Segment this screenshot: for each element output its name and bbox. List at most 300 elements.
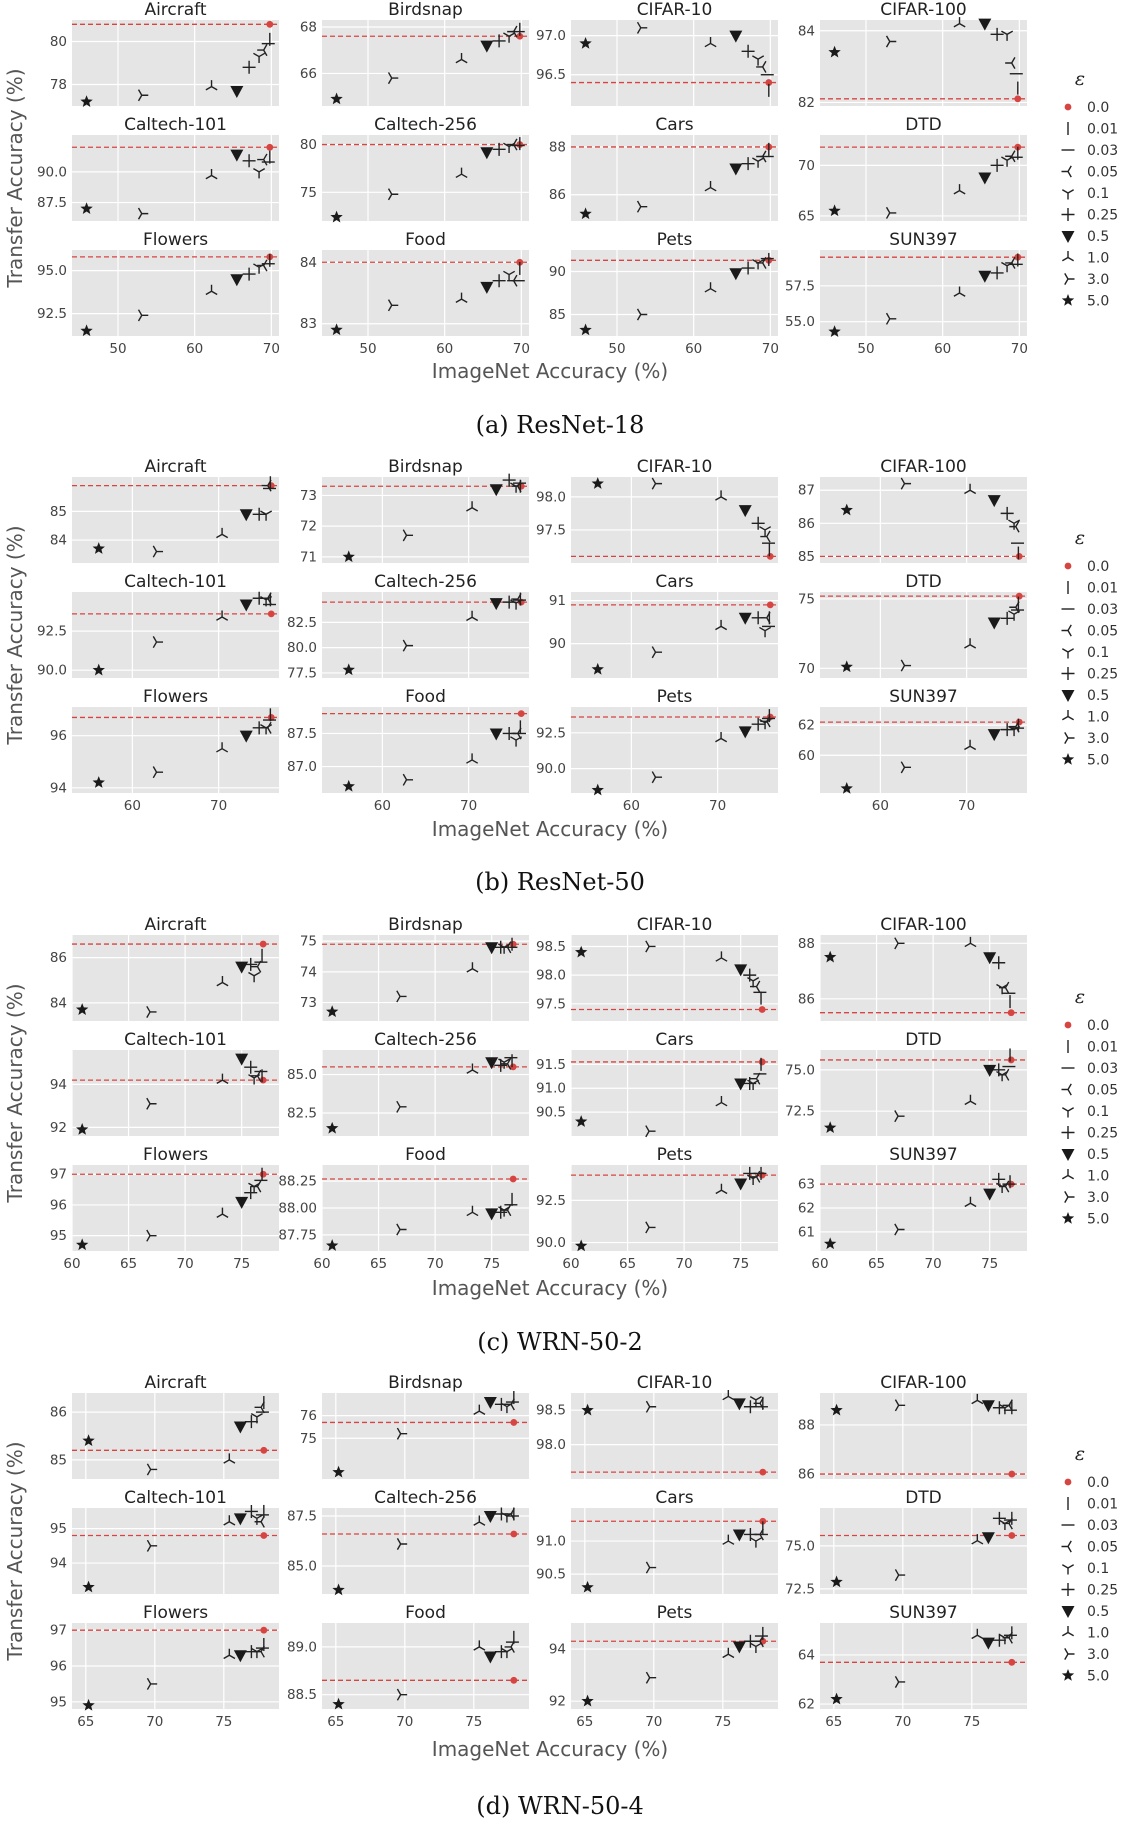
plot-background bbox=[72, 20, 279, 106]
legend-label: 0.5 bbox=[1087, 1604, 1110, 1620]
legend-filled-triangle-down-icon bbox=[1062, 690, 1075, 702]
x-tick-label: 70 bbox=[460, 798, 478, 814]
point-red-dot-icon bbox=[260, 1627, 267, 1634]
legend-label: 0.25 bbox=[1087, 666, 1119, 683]
legend-title: ε bbox=[1074, 986, 1086, 1008]
x-tick-label: 70 bbox=[924, 1256, 942, 1272]
subplot-sun397 bbox=[785, 230, 1028, 357]
legend-filled-triangle-down-icon bbox=[1062, 231, 1075, 243]
y-tick-label: 91.0 bbox=[535, 1080, 566, 1097]
legend-label: 5.0 bbox=[1087, 1668, 1110, 1685]
subplot-title: CIFAR-100 bbox=[880, 457, 967, 477]
x-tick-label: 75 bbox=[963, 1714, 981, 1730]
y-tick-label: 87.5 bbox=[36, 195, 67, 212]
subplot-title: SUN397 bbox=[889, 1145, 958, 1165]
plot-background bbox=[72, 135, 279, 221]
subplot-title: Food bbox=[405, 687, 446, 707]
legend-label: 3.0 bbox=[1087, 272, 1110, 288]
legend-label: 1.0 bbox=[1087, 250, 1110, 267]
y-tick-label: 98.0 bbox=[535, 967, 566, 984]
y-tick-label: 96 bbox=[49, 1197, 67, 1214]
legend-label: 0.0 bbox=[1087, 100, 1110, 116]
legend-tri-right-icon bbox=[1065, 1191, 1075, 1202]
y-tick-label: 96 bbox=[49, 728, 67, 745]
x-tick-label: 65 bbox=[576, 1714, 594, 1730]
subplot-dtd bbox=[798, 572, 1027, 678]
plot-background bbox=[820, 250, 1027, 336]
subplot-title: Cars bbox=[655, 1488, 694, 1508]
y-tick-label: 96.5 bbox=[535, 67, 566, 84]
point-red-dot-icon bbox=[510, 1419, 517, 1426]
y-tick-label: 77.5 bbox=[286, 665, 317, 682]
subplot-cifar-100 bbox=[798, 915, 1027, 1021]
subplot-title: Birdsnap bbox=[388, 457, 463, 477]
subplot-title: CIFAR-100 bbox=[880, 0, 967, 20]
subplot-sun397 bbox=[798, 687, 1027, 814]
x-tick-label: 60 bbox=[436, 341, 454, 357]
legend-tri-down-icon bbox=[1062, 190, 1073, 200]
x-axis-label: ImageNet Accuracy (%) bbox=[431, 359, 669, 383]
plot-background bbox=[322, 1050, 529, 1136]
y-tick-label: 75 bbox=[299, 1430, 317, 1447]
y-tick-label: 98.0 bbox=[535, 1437, 566, 1454]
point-red-dot-icon bbox=[260, 1447, 267, 1454]
subplot-pets bbox=[549, 1603, 778, 1730]
point-red-dot-icon bbox=[1008, 1057, 1015, 1064]
plot-background bbox=[322, 250, 529, 336]
y-tick-label: 87.5 bbox=[286, 1508, 317, 1525]
subplot-title: SUN397 bbox=[889, 687, 958, 707]
legend-star-icon bbox=[1062, 1212, 1074, 1224]
x-tick-label: 75 bbox=[483, 1256, 501, 1272]
y-tick-label: 80.0 bbox=[286, 640, 317, 657]
subplot-title: SUN397 bbox=[889, 1603, 958, 1623]
legend-plus-icon bbox=[1062, 1126, 1075, 1139]
subplot-food bbox=[287, 687, 529, 814]
x-tick-label: 70 bbox=[176, 1256, 194, 1272]
legend-tri-left-icon bbox=[1062, 625, 1072, 636]
x-axis-label: ImageNet Accuracy (%) bbox=[431, 817, 669, 841]
legend-label: 0.25 bbox=[1087, 1582, 1119, 1599]
x-tick-label: 70 bbox=[512, 341, 530, 357]
subplot-cifar-10 bbox=[536, 915, 778, 1021]
y-tick-label: 90.0 bbox=[36, 164, 67, 181]
x-tick-label: 60 bbox=[871, 798, 889, 814]
y-axis-label: Transfer Accuracy (%) bbox=[3, 983, 27, 1203]
subplot-title: DTD bbox=[905, 1030, 942, 1050]
plot-background bbox=[571, 1165, 778, 1251]
point-red-dot-icon bbox=[759, 1059, 766, 1066]
subplot-title: Aircraft bbox=[144, 915, 207, 935]
legend-label: 1.0 bbox=[1087, 1168, 1110, 1185]
x-tick-label: 60 bbox=[373, 798, 391, 814]
plot-background bbox=[820, 1508, 1027, 1594]
subplot-title: Caltech-101 bbox=[124, 115, 227, 135]
y-tick-label: 90.5 bbox=[535, 1566, 566, 1583]
subplot-title: Aircraft bbox=[144, 1373, 207, 1393]
legend-label: 1.0 bbox=[1087, 709, 1110, 726]
plot-background bbox=[72, 250, 279, 336]
plot-background bbox=[820, 20, 1027, 106]
plot-background bbox=[571, 250, 778, 336]
legend-label: 5.0 bbox=[1087, 752, 1110, 769]
subplot-caltech-256 bbox=[287, 1488, 529, 1595]
y-tick-label: 63 bbox=[797, 1176, 815, 1193]
legend-label: 3.0 bbox=[1087, 1190, 1110, 1206]
point-red-dot-icon bbox=[1008, 1659, 1015, 1666]
subplot-title: Food bbox=[405, 230, 446, 250]
x-tick-label: 65 bbox=[77, 1714, 95, 1730]
x-tick-label: 70 bbox=[146, 1714, 164, 1730]
subplot-title: DTD bbox=[905, 1488, 942, 1508]
subplot-title: CIFAR-10 bbox=[636, 1373, 713, 1393]
y-tick-label: 57.5 bbox=[784, 278, 815, 295]
x-tick-label: 65 bbox=[327, 1714, 345, 1730]
subplot-cifar-10 bbox=[536, 0, 778, 106]
legend-label: 0.25 bbox=[1087, 1125, 1119, 1142]
subplot-cars bbox=[536, 1030, 778, 1137]
y-tick-label: 90.0 bbox=[535, 761, 566, 778]
y-tick-label: 96 bbox=[49, 1658, 67, 1675]
y-tick-label: 62 bbox=[797, 1200, 815, 1217]
plot-background bbox=[820, 707, 1027, 793]
point-red-dot-icon bbox=[1016, 553, 1023, 560]
y-tick-label: 62 bbox=[797, 717, 815, 734]
legend-label: 0.01 bbox=[1087, 1039, 1119, 1056]
y-tick-label: 88.25 bbox=[278, 1173, 317, 1190]
point-red-dot-icon bbox=[1008, 1532, 1015, 1539]
y-tick-label: 82.5 bbox=[286, 614, 317, 631]
y-tick-label: 76 bbox=[299, 1408, 317, 1425]
x-tick-label: 60 bbox=[63, 1256, 81, 1272]
plot-background bbox=[571, 1623, 778, 1709]
y-tick-label: 92.5 bbox=[36, 306, 67, 323]
x-tick-label: 50 bbox=[608, 341, 626, 357]
y-tick-label: 85 bbox=[49, 1452, 67, 1469]
y-tick-label: 86 bbox=[49, 1404, 67, 1421]
y-tick-label: 60 bbox=[797, 747, 815, 764]
figure-caption: (b) ResNet-50 bbox=[475, 868, 645, 896]
subplot-pets bbox=[536, 687, 778, 814]
plot-background bbox=[72, 1050, 279, 1136]
subplot-title: Birdsnap bbox=[388, 0, 463, 20]
legend-label: 0.5 bbox=[1087, 1147, 1110, 1163]
plot-background bbox=[820, 1050, 1027, 1136]
x-tick-label: 70 bbox=[709, 798, 727, 814]
subplot-title: Caltech-256 bbox=[374, 572, 477, 592]
y-tick-label: 92.5 bbox=[535, 725, 566, 742]
legend-label: 0.25 bbox=[1087, 207, 1119, 224]
legend-red-dot-icon bbox=[1065, 104, 1072, 111]
legend-plus-icon bbox=[1062, 667, 1075, 680]
plot-background bbox=[322, 1508, 529, 1594]
y-tick-label: 71 bbox=[299, 549, 317, 566]
plot-background bbox=[571, 707, 778, 793]
plot-background bbox=[571, 20, 778, 106]
y-tick-label: 70 bbox=[797, 157, 815, 174]
y-tick-label: 85 bbox=[548, 307, 566, 323]
x-tick-label: 75 bbox=[981, 1256, 999, 1272]
x-tick-label: 75 bbox=[732, 1256, 750, 1272]
subplot-title: CIFAR-10 bbox=[636, 0, 713, 20]
subplot-title: SUN397 bbox=[889, 230, 958, 250]
y-tick-label: 90 bbox=[548, 264, 566, 280]
legend-red-dot-icon bbox=[1065, 563, 1072, 570]
legend-label: 0.0 bbox=[1087, 559, 1110, 575]
legend-title: ε bbox=[1074, 1443, 1086, 1465]
y-tick-label: 97 bbox=[49, 1622, 67, 1639]
point-red-dot-icon bbox=[767, 553, 774, 560]
subplot-title: Food bbox=[405, 1603, 446, 1623]
y-tick-label: 88 bbox=[548, 139, 566, 156]
subplot-caltech-101 bbox=[50, 1030, 279, 1136]
subplot-caltech-101 bbox=[37, 115, 279, 221]
y-tick-label: 84 bbox=[299, 254, 317, 271]
legend-label: 0.1 bbox=[1087, 645, 1110, 661]
y-tick-label: 75 bbox=[299, 933, 317, 950]
x-tick-label: 70 bbox=[761, 341, 779, 357]
point-red-dot-icon bbox=[510, 1531, 517, 1538]
subplot-cifar-100 bbox=[798, 0, 1027, 111]
y-tick-label: 94 bbox=[49, 1076, 67, 1093]
y-tick-label: 98.5 bbox=[535, 1402, 566, 1419]
x-tick-label: 70 bbox=[426, 1256, 444, 1272]
subplot-title: Pets bbox=[656, 687, 693, 707]
subplot-birdsnap bbox=[300, 457, 529, 565]
point-red-dot-icon bbox=[767, 602, 774, 609]
point-red-dot-icon bbox=[759, 1469, 766, 1476]
legend-label: 0.1 bbox=[1087, 1104, 1110, 1120]
x-tick-label: 70 bbox=[262, 341, 280, 357]
plot-background bbox=[571, 935, 778, 1021]
y-tick-label: 87.5 bbox=[286, 725, 317, 742]
y-tick-label: 80 bbox=[299, 137, 317, 154]
point-red-dot-icon bbox=[266, 21, 273, 28]
subplot-cars bbox=[536, 1488, 778, 1594]
legend-label: 0.0 bbox=[1087, 1018, 1110, 1034]
legend bbox=[1062, 986, 1119, 1228]
x-tick-label: 60 bbox=[186, 341, 204, 357]
x-tick-label: 50 bbox=[359, 341, 377, 357]
subplot-title: Pets bbox=[656, 1145, 693, 1165]
subplot-title: Caltech-256 bbox=[374, 1488, 477, 1508]
subplot-title: Cars bbox=[655, 1030, 694, 1050]
y-tick-label: 98.0 bbox=[535, 489, 566, 506]
y-tick-label: 84 bbox=[797, 23, 815, 40]
subplot-flowers bbox=[50, 1145, 279, 1272]
y-tick-label: 91.0 bbox=[535, 1533, 566, 1550]
plot-background bbox=[322, 1623, 529, 1709]
subplot-caltech-101 bbox=[37, 572, 279, 679]
y-tick-label: 97.0 bbox=[535, 28, 566, 45]
x-tick-label: 60 bbox=[562, 1256, 580, 1272]
point-red-dot-icon bbox=[260, 1171, 267, 1178]
legend-tri-down-icon bbox=[1062, 1565, 1073, 1575]
subplot-title: CIFAR-100 bbox=[880, 915, 967, 935]
y-tick-label: 90.5 bbox=[535, 1104, 566, 1121]
y-tick-label: 80 bbox=[49, 34, 67, 50]
plot-background bbox=[820, 1623, 1027, 1709]
point-red-dot-icon bbox=[266, 144, 273, 151]
subplot-sun397 bbox=[798, 1145, 1027, 1272]
legend-label: 0.1 bbox=[1087, 1561, 1110, 1577]
x-tick-label: 65 bbox=[618, 1256, 637, 1272]
legend-label: 3.0 bbox=[1087, 1647, 1110, 1663]
y-tick-label: 90.0 bbox=[36, 662, 67, 679]
subplot-title: DTD bbox=[905, 572, 942, 592]
y-tick-label: 91 bbox=[548, 593, 566, 610]
subplot-pets bbox=[549, 230, 779, 357]
subplot-caltech-256 bbox=[287, 572, 529, 681]
y-axis-label: Transfer Accuracy (%) bbox=[3, 1441, 27, 1661]
y-tick-label: 72.5 bbox=[784, 1581, 815, 1598]
plot-background bbox=[322, 707, 529, 793]
subplot-food bbox=[278, 1145, 529, 1272]
x-tick-label: 60 bbox=[622, 798, 640, 814]
legend-label: 0.05 bbox=[1087, 623, 1119, 640]
legend-plus-icon bbox=[1062, 208, 1075, 221]
subplot-flowers bbox=[37, 230, 280, 357]
legend-tri-up-icon bbox=[1062, 1626, 1073, 1636]
subplot-dtd bbox=[798, 115, 1027, 224]
y-tick-label: 78 bbox=[49, 77, 67, 93]
x-tick-label: 60 bbox=[685, 341, 703, 357]
y-tick-label: 86 bbox=[797, 991, 815, 1008]
y-tick-label: 75 bbox=[299, 184, 317, 201]
y-tick-label: 97 bbox=[49, 1166, 67, 1183]
subplot-title: Pets bbox=[656, 230, 693, 250]
legend-label: 3.0 bbox=[1087, 731, 1110, 747]
legend-star-icon bbox=[1062, 294, 1074, 306]
plot-background bbox=[72, 477, 279, 563]
subplot-title: Caltech-101 bbox=[124, 1030, 227, 1050]
subplot-dtd bbox=[785, 1488, 1027, 1597]
y-tick-label: 92.5 bbox=[535, 1192, 566, 1209]
subplot-birdsnap bbox=[300, 0, 529, 106]
y-tick-label: 87.75 bbox=[278, 1227, 317, 1244]
subplot-birdsnap bbox=[300, 1373, 529, 1479]
legend-tri-down-icon bbox=[1062, 1108, 1073, 1118]
legend-tri-up-icon bbox=[1062, 1169, 1073, 1179]
y-tick-label: 73 bbox=[299, 995, 317, 1012]
legend-star-icon bbox=[1062, 1669, 1074, 1681]
y-tick-label: 84 bbox=[49, 995, 67, 1012]
y-tick-label: 91.5 bbox=[535, 1056, 566, 1073]
plot-background bbox=[571, 1050, 778, 1136]
legend-label: 5.0 bbox=[1087, 1211, 1110, 1228]
y-tick-label: 94 bbox=[49, 1555, 67, 1572]
plot-background bbox=[72, 1165, 279, 1251]
legend-tri-left-icon bbox=[1062, 1084, 1072, 1095]
point-red-dot-icon bbox=[260, 941, 267, 948]
legend-filled-triangle-down-icon bbox=[1062, 1606, 1075, 1618]
x-tick-label: 50 bbox=[109, 341, 127, 357]
subplot-title: Flowers bbox=[142, 687, 209, 707]
y-tick-label: 89.0 bbox=[286, 1639, 317, 1656]
x-tick-label: 70 bbox=[675, 1256, 693, 1272]
subplot-flowers bbox=[50, 687, 279, 814]
legend-label: 0.0 bbox=[1087, 1475, 1110, 1491]
subplot-pets bbox=[536, 1145, 778, 1272]
subplot-title: DTD bbox=[905, 115, 942, 135]
subplot-aircraft bbox=[50, 0, 279, 107]
y-tick-label: 85.0 bbox=[286, 1067, 317, 1084]
y-tick-label: 94 bbox=[548, 1641, 566, 1658]
y-tick-label: 86 bbox=[797, 515, 815, 532]
legend-label: 0.05 bbox=[1087, 1539, 1119, 1556]
legend-label: 0.5 bbox=[1087, 229, 1110, 245]
y-tick-label: 84 bbox=[49, 532, 67, 549]
y-tick-label: 92 bbox=[49, 1119, 67, 1136]
plot-background bbox=[322, 135, 529, 221]
y-tick-label: 95 bbox=[49, 1228, 67, 1245]
legend-tri-left-icon bbox=[1062, 1541, 1072, 1552]
plot-background bbox=[72, 1393, 279, 1479]
subplot-caltech-256 bbox=[300, 115, 529, 222]
plot-background bbox=[571, 1508, 778, 1594]
y-tick-label: 82.5 bbox=[286, 1105, 317, 1122]
x-axis-label: ImageNet Accuracy (%) bbox=[431, 1737, 669, 1761]
legend-plus-icon bbox=[1062, 1583, 1075, 1596]
legend-label: 0.05 bbox=[1087, 164, 1119, 181]
legend-star-icon bbox=[1062, 753, 1074, 765]
subplot-cifar-100 bbox=[798, 457, 1027, 565]
plot-background bbox=[571, 592, 778, 678]
plot-background bbox=[322, 20, 529, 106]
subplot-cars bbox=[549, 115, 778, 221]
y-tick-label: 75.0 bbox=[784, 1062, 815, 1079]
subplot-flowers bbox=[50, 1603, 279, 1730]
x-tick-label: 70 bbox=[645, 1714, 663, 1730]
x-tick-label: 65 bbox=[119, 1256, 138, 1272]
y-tick-label: 73 bbox=[299, 487, 317, 504]
y-tick-label: 95 bbox=[49, 1521, 67, 1538]
x-tick-label: 65 bbox=[369, 1256, 388, 1272]
subplot-title: Caltech-101 bbox=[124, 1488, 227, 1508]
legend-title: ε bbox=[1074, 68, 1086, 90]
subplot-sun397 bbox=[798, 1603, 1027, 1730]
point-red-dot-icon bbox=[510, 1176, 517, 1183]
x-tick-label: 50 bbox=[857, 341, 875, 357]
plot-background bbox=[72, 935, 279, 1021]
legend-title: ε bbox=[1074, 527, 1086, 549]
legend-tri-up-icon bbox=[1062, 251, 1073, 261]
y-tick-label: 88.5 bbox=[286, 1687, 317, 1704]
y-tick-label: 95 bbox=[49, 1694, 67, 1711]
x-tick-label: 75 bbox=[233, 1256, 251, 1272]
y-tick-label: 88.00 bbox=[278, 1200, 317, 1217]
plot-background bbox=[322, 1393, 529, 1479]
plot-background bbox=[820, 935, 1027, 1021]
y-tick-label: 64 bbox=[797, 1647, 815, 1664]
subplot-cifar-100 bbox=[798, 1373, 1027, 1483]
point-red-dot-icon bbox=[759, 1006, 766, 1013]
x-axis-label: ImageNet Accuracy (%) bbox=[431, 1276, 669, 1300]
y-tick-label: 68 bbox=[299, 19, 317, 36]
x-tick-label: 65 bbox=[867, 1256, 886, 1272]
subplot-birdsnap bbox=[300, 915, 529, 1021]
legend-tri-up-icon bbox=[1062, 710, 1073, 720]
x-tick-label: 70 bbox=[1010, 341, 1028, 357]
y-tick-label: 87.0 bbox=[286, 759, 317, 776]
y-tick-label: 62 bbox=[797, 1696, 815, 1713]
subplot-title: Aircraft bbox=[144, 0, 207, 20]
y-tick-label: 98.5 bbox=[535, 938, 566, 955]
legend-tri-right-icon bbox=[1065, 732, 1075, 743]
plot-background bbox=[820, 1393, 1027, 1479]
y-tick-label: 83 bbox=[299, 316, 317, 333]
y-axis-label: Transfer Accuracy (%) bbox=[3, 68, 27, 288]
